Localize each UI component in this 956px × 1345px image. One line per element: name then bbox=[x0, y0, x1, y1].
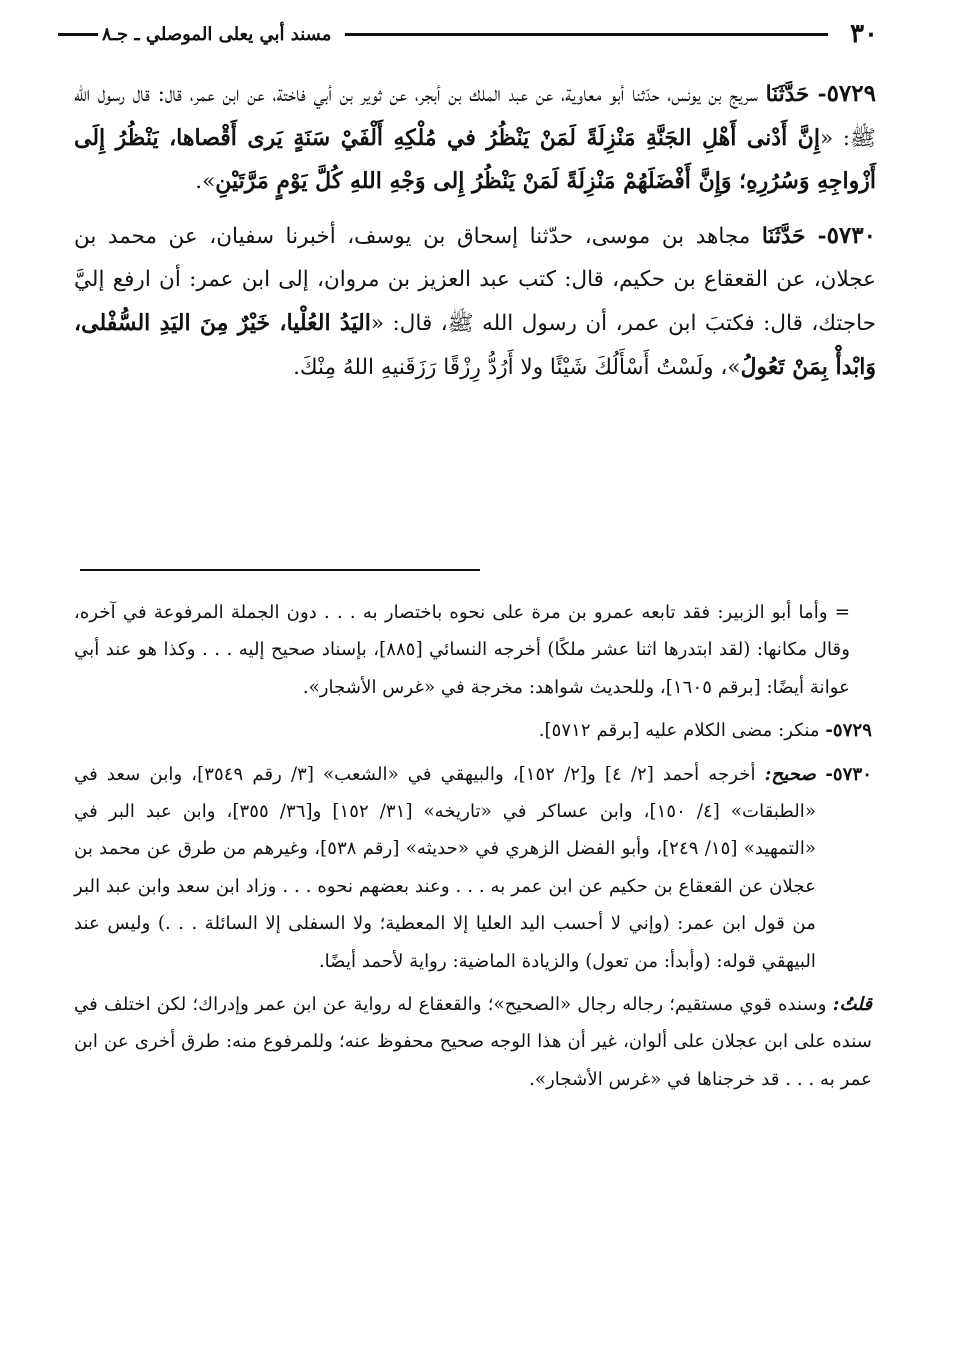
main-text bbox=[74, 72, 876, 399]
grading-label: صحيح: bbox=[764, 763, 826, 785]
footnote-number: ٥٧٣٠- bbox=[825, 763, 872, 785]
footnote-5729 bbox=[74, 712, 872, 749]
footnote-number: ٥٧٢٩- bbox=[825, 720, 872, 742]
footnote-continuation: = وأما أبو الزبير: فقد تابعه عمرو بن مرة على نحوه باختصار به . . . دون الجملة المرفوعة في آخره، وقال مكانها: (لقد ابتدرها اثنا عشر ملكًا) أخرجه النسائي [٨٨٥]، بإسناد صحيح إليه . . . وكذا هو عند أبي عوانة أيضًا: [برقم ١٦٠٥]، وللحديث شواهد: مخرجة في «غرس الأشجار». bbox=[74, 602, 850, 698]
haddathana: - حَدَّثَنَا bbox=[765, 82, 827, 107]
page-number: ٣٠ bbox=[850, 19, 878, 49]
isnad: مجاهد بن موسى، حدّثنا إسحاق بن يوسف، أخبرنا سفيان، عن محمد بن عجلان، عن القعقاع بن حكيم، قال: كتب عبد العزيز بن مروان، إلى ابن عمر: أن ارفع إليَّ حاجتك، قال: فكتبَ ابن عمر، أن رسول الله ﷺ، قال: « bbox=[74, 223, 877, 336]
running-header bbox=[58, 14, 878, 54]
footnotes bbox=[74, 594, 872, 1104]
qultu-label: قلتُ: bbox=[832, 994, 872, 1016]
haddathana: - حَدَّثَنَا bbox=[761, 223, 827, 249]
footnote-5730 bbox=[74, 756, 872, 980]
matn-end: ». bbox=[195, 169, 216, 195]
footnote-qultu bbox=[74, 986, 872, 1098]
header-end-dash bbox=[58, 33, 98, 36]
footnote-text: منكر: مضى الكلام عليه [برقم ٥٧١٢]. bbox=[538, 720, 826, 742]
isnad: سريج بن يونس، حدّثنا أبو معاوية، عن عبد الملك بن أبجر، عن ثوير بن أبي فاختة، عن ابن عمر، قال: قال رسول الله ﷺ: « bbox=[74, 82, 876, 151]
header-rule bbox=[345, 33, 828, 36]
matn: إِنَّ أَدْنى أَهْلِ الجَنَّةِ مَنْزِلَةً لَمَنْ يَنْظُرُ في مُلْكِهِ أَلْفَيْ سَنَةٍ يَرى أَقْصاها، يَنْظُرُ إِلَى أَزْواجِهِ وَسُرُرِهِ؛ وَإِنَّ أَفْضَلَهُمْ مَنْزِلَةً لَمَنْ يَنْظُرُ إِلى وَجْهِ اللهِ كُلَّ يَوْمٍ مَرَّتَيْنِ bbox=[74, 124, 876, 195]
matn: اليَدُ العُلْيا، خَيْرٌ مِنَ اليَدِ السُّفْلى، وَابْدأْ بِمَنْ تَعُولُ bbox=[74, 309, 876, 380]
matn-rest: »، ولَسْتُ أَسْأَلُكَ شَيْئًا ولا أَرُدُّ رِزْقًا رَزَقَنيهِ اللهُ مِنْكَ. bbox=[293, 354, 741, 380]
hadith-5730 bbox=[74, 214, 876, 389]
hadith-number: ٥٧٣٠ bbox=[826, 221, 876, 249]
footnote-text: أخرجه أحمد [٢/ ٤] و[٢/ ١٥٢]، والبيهقي في «الشعب» [٣/ رقم ٣٥٤٩]، وابن سعد في «الطبقات» [٤/ ١٥٠]، وابن عساكر في «تاريخه» [٣١/ ١٥٢] و[٣٦/ ٣٥٥]، وابن عبد البر في «التمهيد» [١٥/ ٢٤٩]، وأبو الفضل الزهري في «حديثه» [رقم ٥٣٨]، وغيرهم من طرق عن محمد بن عجلان عن القعقاع بن حكيم عن ابن عمر به . . . وعند بعضهم نحوه . . . وزاد ابن سعد وابن عبد البر من قول ابن عمر: (وإني لا أحسب اليد العليا إلا المعطية؛ ولا السفلى إلا السائلة . . .) وليس عند البيهقي قوله: (وأبدأ: من تعول) والزيادة الماضية: رواية لأحمد أيضًا. bbox=[74, 763, 817, 972]
hadith-5729 bbox=[74, 72, 876, 204]
hadith-number: ٥٧٢٩ bbox=[826, 80, 876, 107]
footnote-text: وسنده قوي مستقيم؛ رجاله رجال «الصحيح»؛ والقعقاع له رواية عن ابن عمر وإدراك؛ لكن اختلف في سنده على ابن عجلان على ألوان، غير أن هذا الوجه صحيح محفوظ عنه؛ وللمرفوع منه: طرق أخرى عن ابن عمر به . . . قد خرجناها في «غرس الأشجار». bbox=[74, 994, 872, 1090]
footnote-divider bbox=[80, 569, 480, 571]
running-title: مسند أبي يعلى الموصلي ـ جـ٨ bbox=[102, 23, 332, 45]
